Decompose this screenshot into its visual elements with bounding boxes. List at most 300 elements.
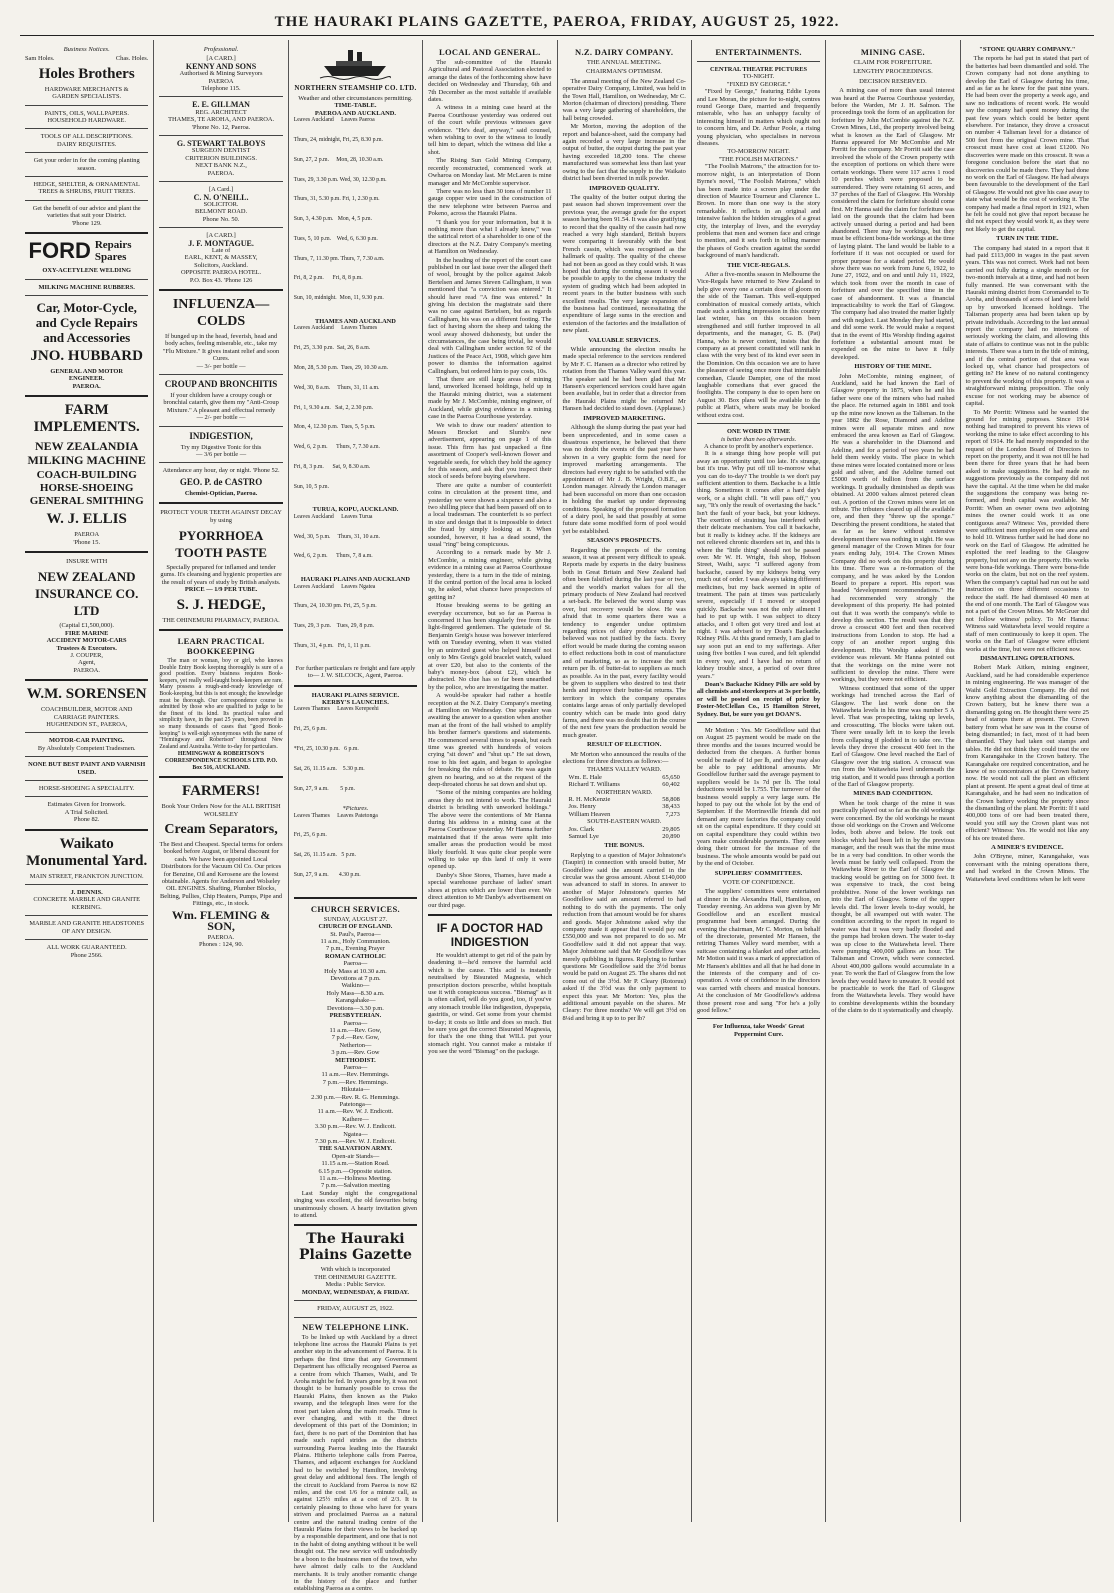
ent-title: ENTERTAINMENTS. <box>715 47 802 57</box>
ins-lines <box>25 622 148 674</box>
ad-line: ENGINEER. <box>68 375 105 383</box>
article-para: "Fixed by George," featuring Eddie Lyons and Lee Moran, the picture for to-night, centres round George Dare, married and frequently miserable, who has an unhappy faculty of interesting himself in matters which ought not to concern him, and Dr. Arthur Poole, a rising young physician, who specialises in nervous diseases. <box>696 88 821 148</box>
result-row <box>563 796 686 803</box>
supp-sub: VOTE OF CONFIDENCE. <box>722 879 795 887</box>
service-line: 11 a.m.—Rev. Gow, <box>329 1026 382 1034</box>
timetable-row: Wed, 6, 2 p.m. Thurs, 7, 8 a.m. <box>293 553 373 560</box>
ship-title: NORTHERN STEAMSHIP CO. LTD. <box>294 84 417 92</box>
section-title: Professional. <box>203 46 239 53</box>
service-line: Paeroa— <box>343 1019 368 1027</box>
article-para: When he took charge of the mine it was practically played out so far as the old workings were concerned. By the old workings he meant those old workings on the Crown and Welcome lodes, both above and below. He took out blocks which had been left in by the previous manager, and the result was that the mine must be in a very bad condition. In other words the levels must be fairly well collapsed. From the Waitawheta River to the Earl of Glasgow the tracking would be getting on for 3000 feet. It was expensive to track, the cost being prohibitive. None of the lower workings ran into the Earl of Glasgow. Some of the upper levels did. The lower levels to-day would, he thought, be all swamped out with water. The condition according to the report in regard to water was that it was very badly flooded and the pumps had broken down. The water to-day was up close to the Waitawheta level. There were pumping 400,000 gallons an hour. The Talisman and Crown, which were connected. About 400,000 gallons would accumulate in a year. To work the Earl of Glasgow from the low levels they would have to unwater. It would not be practicable to work the Earl of Glasgow from the Waitawheta levels. They would have to combine developments within the boundary of the claim to do it systematically and cheaply. <box>831 799 955 1015</box>
ad-line: HORSE-SHOEING A SPECIALITY. <box>38 785 135 793</box>
candidate-votes: 20,890 <box>662 833 680 841</box>
word-title: ONE WORD IN TIME <box>726 428 791 436</box>
holes-lines <box>25 86 148 227</box>
timetable-row: Wed, 30, 8 a.m. Thurs, 31, 11 a.m. <box>293 384 380 391</box>
tv-title: THAMES VALLEY WARD. <box>587 766 662 774</box>
hubbard-title: JNO. HUBBARD <box>30 347 143 364</box>
article-para: "The Foolish Matrons," the attraction for to-morrow night, is an interpretation of Donn Byrne's novel, "The Foolish Matrons," which has been made into a screen play under the direction of Maurice Tourneur and Clarence L. Brown. In more than one way is the story remarkable. It reflects in an original and intensive fashion the hidden struggles of a great city, the interplay of lives, and the everyday problems that men and women face and cringe to mention, and it sets forth in telling manner the phases of God's creation against the sordid background of man's handicraft. <box>696 163 821 260</box>
article-para: A mining case of more than usual interest was heard at the Paeroa Courthouse yesterday, before the Warden, Mr J. H. Salmon. The proceedings took the form of an application for forfeiture by John McCombie against the N.Z. Crown Mines, Ltd., the property involved being what is known as the Earl of Glasgow. Mr Hanna appeared for Mr McCombie and Mr Porritt for the company. Mr Porritt said the case involved the whole of the Crown property with the exception of portions on which there were certain workings. There were 117 acres 1 rood 10 perches which were proposed to be surrendered. They were retaining 61 acres, and 37 perches of the Earl of Glasgow. His Worship considered the claim for forfeiture should come first. Mr Hanna said the claim for forfeiture was laid on the grounds that the claim had been actively unused during a period and had been abandoned. There may be workings, but they must be efficient bona-fide workings at the time of laying plaint. The land would be liable to a forfeiture if it was not occupied or used for proper purpose for a stated period. He would show there was no work from June 6, 1922, to June 27, 1922, and on and until July 11, 1922, which took from over the month in case of forfeiture and over the specified time in the case of abandonment. It was a financial impracticability to work the Earl of Glasgow. The company had also treated the matter lightly and with neglect. Last Monday they had started, and did some work. He would make a request that in the event of His Worship finding against forfeiture a substantial amount must be expended on the mine to have it fully developed. <box>831 87 955 361</box>
ad-line: By Absolutely Competent Tradesmen. <box>37 744 136 752</box>
ad-line: Phones : 124, 90. <box>198 941 244 949</box>
article-para: There was no less than 30 tons of number 11 gauge copper wire used in the construction of the new telephone wire between Paeroa and Pokeno, across the Hauraki Plains. <box>428 187 552 218</box>
candidate-votes: 58,808 <box>662 796 680 803</box>
article-para: "Some of the mining companies are holding areas they do not intend to work. The Hauraki district is bristling with unworked holdings." The above were the contentions of Mr Hanna during his address in a mining case at the Paeroa Courthouse yesterday. Mr Hanna further maintained that if the areas were split into smaller areas the production would be most likely fourfold. It was quite clear people were willing to take up this land if only it were opened up. <box>428 789 552 871</box>
card-line: Authorised & Mining Surveyors <box>179 70 263 78</box>
pyor-title: PYORRHOEA TOOTH PASTE <box>175 528 267 561</box>
influenza-price: — 3/- per bottle — <box>196 362 246 370</box>
article-para: In the heading of the report of the court case published in our last issue over the alleged theft of wool, brought by the police against Jakob Bertelsen and James Steven Callingham, it was mentioned that "a conviction was entered." It should have read "A fine was entered." In giving his decision the magistrate said there was no case against Bertelsen, but as regards Callingham, his was on a different footing. The fact of having shorn the sheep and taking the wool away showed dishonesty, but under the circumstances, the case being trivial, he would deal with Callingham under section 92 of the Justices of the Peace Act, 1908, which gave him power to dismiss the information against Callingham, but ordered him to pay costs, 10s. <box>428 256 552 375</box>
pyor-text: Specially prepared for inflamed and tender gums. It's cleansing and hygienic properties are the result of years of study by British analysts. <box>160 564 282 586</box>
church-title: CHURCH SERVICES. <box>310 903 400 914</box>
subhead: A MINER'S EVIDENCE. <box>991 844 1064 852</box>
ellis-title: W. J. ELLIS <box>46 511 127 528</box>
article-para: John McCombie, mining engineer, of Auckland, said he had known the Earl of Glasgow property in 1875, when he and his father were one of the miners who had rushed the place. He returned again in 1881 and took up the mine now known as the Talisman. In the year 1882 the Rose, Diamond and Adeline mines were all separate mines and now embraced the area known as Earl of Glasgow. He was a shareholder in the Diamond and Adeline, and for a period of two years he had held them weekly visits. The place in which these mines were located contained more or less gold and silver, and the Adeline turned out £5000 worth of bullion from the surface workings. It gradually diminished as depth was obtained. At 2000 values almost petered clean out. A portion of the Crown mines were let on tribute. The tributers cleared up all the available ore, and then they "threw up the sponge." Describing the present conditions, he stated that as far as he knew without extensive development there was nothing in sight. He was general manager of the Crown Mines for four years ending July, 1914. The Crown Mines Company did no work on this property during his time. There was a re-formation of the company, and he was asked by the London Board to prepare a report. His report was headed "development recommendations." He had recommended very strongly the development of this property. He had pointed out that it was worth the company's while to develop this section. The result was that they drove a crosscut 400 feet and then received instructions from London to stop. He had a copy of an another report urging this development. His Worship asked if this evidence was relevant. Mr Hanna pointed out that the workings on the mine were not sufficient to develop the mine. There were workings, but they were not efficient. <box>831 372 955 684</box>
timetable-row: Sun, 3, 4.30 p.m. Mon, 4, 5 p.m. <box>293 216 373 223</box>
ad-line: J. COUPER, <box>70 651 103 659</box>
dairy-title: N.Z. DAIRY COMPANY. <box>575 47 674 57</box>
subhead: SEASON'S PROSPECTS. <box>587 537 662 545</box>
article-para: John O'Bryne, miner, Karangahake, was conversant with the mining operations there, and had worked in the Crown Mines. The Waitawheta level conditions when he left were <box>965 853 1089 883</box>
card-line: Telephone 115. <box>201 85 241 93</box>
mining-sub3: DECISION RESERVED. <box>859 77 927 85</box>
subhead: MINES BAD CONDITION. <box>853 790 933 798</box>
service-line: 11.15 a.m.—Station Road. <box>321 1160 390 1168</box>
candidate-votes: 38,433 <box>662 803 680 811</box>
ship-footer: For further particulars re freight and fare apply to— J. W. SILCOCK, Agent, Paeroa. <box>295 664 416 680</box>
fleming-title: Wm. FLEMING & SON, <box>171 907 271 933</box>
ad-line: GENERAL AND MOTOR <box>50 367 124 375</box>
card-line: THAMES, TE AROHA, AND PAEROA. <box>168 116 275 124</box>
article-para: Mr Morton who announced the results of the elections for three directors as follows:— <box>562 750 686 765</box>
tel-text: To be linked up with Auckland by a direct telephone line across the Hauraki Plains is yet another step in the advancement of Paeroa. It is perhaps the first time that any Government Department has officially recognised Paeroa as a centre from which Thames, Waihi, and Te Aroha might be fed. In years gone by, it was not thought to be humanly possible to cross the Hauraki Plains, then known as the Piako swamp, and the telegraph lines were for the most part taken along the main roads. Time is ever changing, and with it the direct development of this part of the Dominion; in fact, there is no part of the Dominion that has made such rapid strides as the districts surrounding Paeroa leading into the Hauraki Plains. Hitherto telephone calls from Paeroa, Thames, and adjacent exchanges for Auckland had to be switched by Hamilton, involving great delay and additional fees. The length of the circuit to Auckland from Paeroa is now 82 miles, and the cost 1/6 for a minute call, as against 125½ miles at a cost of 2/3. It is certainly pleasing to those who have for years striven and proclaimed Paeroa as a natural centre and the natural trading centre of the Hauraki Plains for their views to be backed up by a responsible department, and one that is not in the habit of doing anything without it be well thought out. The new service will undoubtedly be a boon to the business men of the town, who have almost daily calls to the Auckland merchants. It is truly another romantic change in the history of the place and further establishing Paeroa as a centre. <box>293 1333 418 1593</box>
candidate-name: Jos. Henry <box>568 803 596 811</box>
column-business-notices <box>20 40 154 1522</box>
dairy-sub2: CHAIRMAN'S OPTIMISM. <box>586 68 663 76</box>
service-line: 6.15 p.m.—Opposite station. <box>318 1167 393 1175</box>
result-row <box>563 781 686 788</box>
salv-lines <box>294 1153 417 1190</box>
subhead: THE BONUS. <box>604 842 645 850</box>
card-line: PAEROA. <box>207 169 235 177</box>
article-para: "I thank you for your information, but it is nothing more than what I already knew," was the satirical retort of a shareholder to one of the directors at the N.Z. Dairy Company's meeting at Hamilton on Wednesday. <box>428 218 552 256</box>
cream-title: Cream Separators, <box>164 822 278 837</box>
column-dairy-company <box>558 40 692 1522</box>
coach-title: COACH-BUILDING HORSE-SHOEING GENERAL SMITHING <box>29 469 144 508</box>
subhead: IMPROVED MARKETING. <box>583 414 666 422</box>
candidate-votes: 7,273 <box>665 810 680 818</box>
hp-title: HAURAKI PLAINS AND AUCKLAND <box>300 576 411 584</box>
supp-title: SUPPLIERS' COMMITTEES. <box>714 869 803 877</box>
ad-line: PAEROA. <box>72 382 101 390</box>
card-line: [A CARD.] <box>206 55 236 63</box>
car-title: Car, Motor-Cycle, and Cycle Repairs and Accessories <box>35 299 138 345</box>
ford-line: MILKING MACHINE RUBBERS. <box>38 283 135 291</box>
service-line: Devotions—3.30 p.m. <box>327 1004 384 1012</box>
timetable-row: Mon, 4, 12.30 p.m. Tues, 5, 5 p.m. <box>293 424 376 431</box>
fleming-lines <box>159 934 282 949</box>
service-line: 7 p.m.—Rev. Hemmings. <box>322 1078 389 1086</box>
influenza-text: If bunged up in the head, feverish, head and body aches, feeling miserable, etc., take my "Flu Mixture." It gives instant relief and soon Cures. <box>162 332 280 363</box>
service-line: 7.30 p.m.—Rev. W. J. Endicott. <box>314 1138 396 1145</box>
card-line: P.O. Box 43. 'Phone 126 <box>189 276 253 284</box>
candidate-name: Richard T. Williams <box>568 781 620 789</box>
mining-sub1: CLAIM FOR FORFEITURE. <box>853 59 933 66</box>
article-para: The Rising Sun Gold Mining Company, recently reconstructed, commenced work at Owharoa on Monday last. Mr McLaren is mine manager and Mr McCombie supervisor. <box>428 157 552 187</box>
tk-rows <box>294 520 417 573</box>
castro-title: GEO. P. de CASTRO <box>179 476 263 487</box>
timetable-row: Tues, 29, 3.30 p.m. Wed, 30, 12.30 p.m. <box>293 176 387 183</box>
kerby-note: *Pictures. <box>342 805 369 813</box>
nw-title: NORTHERN WARD. <box>596 788 653 796</box>
mining-title: MINING CASE. <box>860 47 925 57</box>
ins-lead: INSURE WITH <box>66 557 108 565</box>
timetable-row: Thurs, 31, 4 p.m. Fri, 1, 11 p.m. <box>293 642 371 649</box>
ad-line: HOUSEHOLD HARDWARE. <box>47 117 126 125</box>
candidate-name: William Heaven <box>568 810 611 818</box>
indigestion-text: Try my Digestive Tonic for this <box>180 443 262 451</box>
ce-lines <box>294 931 417 953</box>
hubbard-lines <box>25 368 148 390</box>
ship-note: Weather and other circumstances permitting. <box>298 95 413 102</box>
gazette-line: THE OHINEMURI GAZETTE. <box>314 1273 397 1281</box>
subhead: RESULT OF ELECTION. <box>587 741 662 749</box>
ford-title: FORD <box>28 238 91 264</box>
timetable-row: Sun, 10, 5 p.m. <box>293 483 330 490</box>
article-para: Danby's Shoe Stores, Thames, have made a special warehouse purchase of ladies' smart shoes at prices which are lower than ever. We direct attention to Mr Danby's advertisement on our third page. <box>428 871 552 909</box>
timetable-row: Fri, 1, 9.30 a.m. Sat, 2, 2.30 p.m. <box>293 404 374 411</box>
castro-sub: Chemist-Optician, Paeroa. <box>184 489 258 497</box>
card-line: G. STEWART TALBOYS <box>176 139 266 149</box>
ford-ad <box>25 239 148 263</box>
quarry-title: "STONE QUARRY COMPANY." <box>979 46 1076 53</box>
talboys-card <box>159 140 282 177</box>
ad-line: PAEROA. <box>207 933 235 941</box>
ad-line: FIRE MARINE <box>64 629 109 637</box>
service-line: Karangahake— <box>335 997 376 1005</box>
candidate-votes: 60,402 <box>662 781 680 789</box>
card-line: KENNY AND SONS <box>185 61 257 71</box>
candidate-name: Samuel Lye <box>568 833 599 841</box>
subhead: VALUABLE SERVICES. <box>588 336 661 344</box>
timetable-row: Thurs, 31, 5.30 p.m. Fri, 1, 2.30 p.m. <box>293 196 380 203</box>
salv-title: THE SALVATION ARMY. <box>318 1145 393 1153</box>
timetable-row: Sun, 10, midnight. Mon, 11, 9.30 p.m. <box>293 295 384 302</box>
gazette-lines <box>294 1266 417 1296</box>
gazette-date: FRIDAY, AUGUST 25, 1922. <box>317 1305 394 1313</box>
oneill-card <box>159 186 282 223</box>
card-line: E. E. GILLMAN <box>192 100 250 110</box>
ce-title: CHURCH OF ENGLAND. <box>318 923 393 931</box>
column-professional <box>154 40 288 1522</box>
subhead: HISTORY OF THE MINE. <box>854 363 932 371</box>
cinema: CENTRAL THEATRE PICTURES <box>710 66 808 73</box>
steamship-icon <box>320 46 390 80</box>
service-line: 11 a.m.—Rev. Hemmings. <box>321 1071 390 1079</box>
card-line: BELMONT ROAD. <box>195 208 248 216</box>
ad-line: ALL WORK GUARANTEED. <box>46 944 127 952</box>
pat-rows <box>294 819 417 892</box>
article-para: That there are still large areas of mining land, unworked licensed holdings, held up in the Hauraki mining district, was a statement made by Mr J. McCombie, mining engineer, of Auckland, while giving evidence in a mining case in the Paeroa Courthouse yesterday. <box>428 376 552 421</box>
card-line: CRITERION BUILDINGS. <box>185 154 257 162</box>
timetable-row: Sat, 26, 11.15 a.m. 5.30 p.m. <box>293 765 365 772</box>
service-line: Holy Mass—8.30 a.m. <box>326 989 385 997</box>
ad-line: CONCRETE MARBLE AND GRANITE KERBING. <box>33 896 141 911</box>
subhead: DISMANTLING OPERATIONS. <box>980 654 1075 662</box>
soren-title: W.M. SORENSEN <box>26 686 147 703</box>
timetable-row: Thurs, 7, 11.30 pm. Thurs, 7, 7.30 a.m. <box>293 255 385 262</box>
hp-head: Leaves Auckland Leaves Ngatea <box>293 583 376 590</box>
montague-card <box>159 232 282 284</box>
ad-line: (Capital £1,500,000). <box>59 622 115 630</box>
result-row <box>563 803 686 810</box>
column-stone-quarry <box>961 40 1094 1522</box>
service-line: Paeroa— <box>343 1063 368 1071</box>
doctor-title: IF A DOCTOR HAD INDIGESTION <box>436 920 543 949</box>
timetable-row: Tues, 5, 10 p.m. Wed, 6, 6.30 p.m. <box>293 235 378 242</box>
fixed-title: "FIXED BY GEORGE." <box>726 80 791 88</box>
kerby-rows <box>294 713 417 805</box>
ad-line: 'Phone 15. <box>73 538 101 546</box>
hp-rows <box>294 590 417 663</box>
candidate-name: R. H. McKenzie <box>568 796 611 803</box>
article-para: A witness in a mining case heard at the Paeroa Courthouse yesterday was ordered out of the court while previous witnesses gave evidence. "He's deaf, anyway," said counsel, when wishing to over to the witness to loudly tell him to depart, which the witness did like a shot. <box>428 104 552 156</box>
word-sub2: A chance to profit by another's experience. <box>703 442 814 450</box>
ta-rows <box>294 332 417 503</box>
article-para: A would-be speaker had rather a hostile reception at the N.Z. Dairy Company's meeting at Hamilton on Wednesday. One speaker was awaiting the answer to a question when another man at the front of the hall wished to amplify his brother farmer's questions and statements. He commenced several times to speak, but each time was greeted with hundreds of voices crying "sit down" and "shut up." He sat down, rose to his feet again, and began to apologise for breaking the rules of debate. He was again given no hearing, and so at the request of the deep-throated chorus he sat down and shut up. <box>428 692 552 788</box>
service-line: Patetonga— <box>339 1100 372 1108</box>
timetable-row: Thurs, 24, 10.30 pm. Fri, 25, 5 p.m. <box>293 603 377 610</box>
ford-sub: Repairs Spares <box>94 239 132 264</box>
holes-tag-right: Chas. Holes. <box>115 55 149 63</box>
service-line: Paeroa— <box>343 960 368 968</box>
pa-head: Leaves Auckland Leaves Paeroa <box>293 117 375 124</box>
waikato-lines <box>25 873 148 959</box>
article-para: Although the slump during the past year had been unprecedented, and in some cases a disastrous experience, he believed that there was no doubt the events of the past year have shown in a very graphic form the need for improved marketing arrangements. The directors had every right to be satisfied with the appointment of Mr J. B. Wright, O.B.E., as London manager. Already the London manager had been successful on more than one occasion in holding the market up under depressing conditions. Speaking of the proposed formation of a dairy pool, he said that possibly at some future date some modified form of pool would yet be established. <box>562 424 686 535</box>
card-line: PAEROA <box>208 77 234 85</box>
ad-line: DAIRY REQUISITES. <box>56 140 117 148</box>
ad-line: PAEROA <box>74 531 100 539</box>
card-line: Phone No. 50. <box>202 215 240 223</box>
service-line: 3.30 p.m.—Rev. W. J. Endicott. <box>314 1123 396 1131</box>
ad-line: Get the benefit of our advice and plant the varieties that suit your District. <box>32 204 141 220</box>
article-para: Mr Morton, moving the adoption of the report and balance-sheet, said the company had again recorded a very large increase in the output of butter, the output during the past year having exceeded 18,200 tons. The cheese manufactured was somewhat less than last year owing to the fact that the supply in the Waikato district had been diverted in milk powder. <box>562 123 686 183</box>
holes-title: Holes Brothers <box>38 65 135 82</box>
gazette-title: The Hauraki Plains Gazette <box>298 1231 412 1264</box>
service-line: 11 a.m.—Rev. W. J. Endicott. <box>317 1108 394 1116</box>
column-shipping-church <box>289 40 423 1593</box>
farmers-text: Book Your Orders Now for the ALL BRITISH WOLSELEY <box>161 803 281 818</box>
se-title: SOUTH-EASTERN WARD. <box>587 818 662 826</box>
ad-line: GARDEN SPECIALISTS. <box>52 93 122 101</box>
service-line: 11 a.m., Holy Communion. <box>320 938 391 946</box>
cream-text: The Best and Cheapest. Special terms for orders booked before August, or liberal discount for cash. We have been appointed Local Distributors for the Vacuum Oil Co. Our prices for Benzine, Oil and Kerosene are the lowest obtainable. Agents for Anderson and Wolseley OIL ENGINES. Shafting, Plumber Blocks, Belting, Pullies, Chip Heaters, Pumps, Pipe and Fittings, etc., in stock. <box>159 841 283 908</box>
service-line: 7 p.m., Evening Prayer <box>325 945 385 953</box>
article-para: Robert Mark Aitken, mining engineer, Auckland, said he had considerable experience in mining engineering. He was manager of the Waihi Gold Extraction Company. He did not know anything about the dismantling of the Crown battery, but he knew there was a dismantling going on. He thought there were 25 head of stamps there at present. The Crown battery from what he saw was in the course of being dismantled; in fact, most of it had been dismantled. They had taken out stamps and tables. He did not think they could treat the ore from Karangahake in the Crown battery. The Karangahake ore required concentration, and he knew of no concentrators at the Crown battery now. He would not call the plant an efficient plant at present. He spent a great deal of time at Karangahake, and he had seen no indication of the Crown battery working the property since the dismantling of the plant. Mr Porritt: If I said 400,000 tons of ore had been treated there, would you still say the Crown plant was not efficient? Witness: Yes. He would not like any of his ore treated there. <box>965 664 1089 842</box>
learn-sign: HEMINGWAY & ROBERTSON'S CORRESPONDENCE SCHOOLS LTD. P.O. Box 516, AUCKLAND. <box>164 751 278 771</box>
section-title: Business Notices. <box>63 46 110 53</box>
ad-line: NONE BUT BEST PAINT AND VARNISH USED. <box>28 761 146 776</box>
ad-line: Phone 82. <box>73 816 100 824</box>
kenny-card <box>159 55 282 92</box>
ad-line: Trustees & Executors. <box>56 644 117 652</box>
article-para: To Mr Porritt: Witness said he wanted the ground for mining purposes. Since 1914 nothing had transpired to prevent his views of working the mine to take effect according to his report of 1914. He had merely responded to the request of the London Board of Directors to report on the property, and it was not till he had been there for three years that he had been asked to make suggestions. He had made no suggestions previously as the company did not have the capital. At the time when he did make the suggestions the company was being re-formed, and fresh capital was available. Mr Porritt: When an owner owns two adjoining mines the owner could work it as one contiguous area? Witness: Yes, provided there were sufficient men employed on one area and to hold 10. Witness further said he had done no work on the Earl of Glasgow. He admitted he exploited the reef leading to the Glasgow property, but not any on the property. His works were bona-fide workings. There were bona-fide works on the claim, but not on the reef system. When the company's capital had run out he said instruction on three different occasions to reduce the staff. He had dismissed 40 men at the end of one month. The Earl of Glasgow was not a part of the Crown Mines. Mr McGruer did not follow witness' policy. To Mr Hanna: Witness said Waitawheta level would require a staff of men continuously to keep it open. The works on the Earl of Glasgow were efficient works at the time, but were not efficient now. <box>965 408 1089 653</box>
service-line: Kaihere— <box>342 1115 369 1123</box>
tomorrow: TO-MORROW NIGHT. <box>727 148 790 156</box>
timetable-row: Wed, 30, 5 p.m. Thurs, 31, 10 a.m. <box>293 533 380 540</box>
farmers-title: FARMERS! <box>182 783 261 800</box>
service-line: Ngatea— <box>343 1130 368 1138</box>
card-line: [A CARD.] <box>206 232 236 240</box>
croup-text: If your children have a croupy cough or bronchial catarrh, give them my "Anti-Croup Mixture." A pleasant and effectual remedy <box>163 392 279 414</box>
dairy-sub1: THE ANNUAL MEETING. <box>586 59 662 66</box>
ad-line: Agent, <box>78 659 96 667</box>
column-local-general <box>423 40 557 1522</box>
ad-line: MARBLE AND GRANITE HEADSTONES OF ANY DESIGN. <box>29 920 145 935</box>
result-row <box>563 833 686 840</box>
article-para: According to a remark made by Mr J. McCombie, a mining engineer, while giving evidence in a mining case at Paeroa Courthouse yesterday, there is a turn in the tide of mining. If the central portion of the local area is locked up, he asked, what chance have prospectors of getting in? <box>428 549 552 601</box>
service-line: 2.30 p.m.—Rev. R. G. Hemmings. <box>311 1093 400 1101</box>
ad-line: HARDWARE MERCHANTS & <box>44 85 129 93</box>
footer-ad: For Influenza, take Woods' Great Peppermint Cure. <box>712 1023 805 1038</box>
card-line: REG. ARCHITECT <box>195 108 247 116</box>
candidate-name: Wm. E. Hale <box>568 773 602 781</box>
ad-line: Get your order in for the coming planting season. <box>33 157 140 172</box>
church-date: SUNDAY, AUGUST 27. <box>323 915 388 923</box>
meth-lines <box>294 1064 417 1145</box>
ford-line: OXY-ACETYLENE WELDING <box>42 267 131 275</box>
service-line: 3 p.m.—Rev. Gow <box>331 1049 380 1057</box>
article-para: Witness continued that some of the upper workings had trenched across the Earl of Glasgow. The last work done on the Waitawheta levels in his time was number 5 A level. That was prospecting, taking up levels, and crosscutting. The blocks were taken out. There were usually left in to keep the levels from collapsing if plodded in to take ore. The levels they drove the crosscut 400 feet in the Earl of Glasgow. One level reached the Earl of Glasgow over the trig station. A crosscut was run from the Waitawheta level underneath the trig station, and it would pass through a portion of the Earl of Glasgow property. <box>831 684 955 788</box>
ad-line: Estimates Given for Ironwork. <box>47 801 126 809</box>
rc-title: ROMAN CATHOLIC <box>325 952 386 960</box>
gazette-line: MONDAY, WEDNESDAY, & FRIDAY. <box>301 1288 409 1296</box>
candidate-name: Jos. Clark <box>568 825 595 833</box>
local-title: LOCAL AND GENERAL. <box>439 47 541 57</box>
article-para: House breaking seems to be getting an everyday occurrence, but so far as Paeroa is concerned it has been singularly free from the light-fingered gentlemen. The quietude of St. Benjamin Greig's house was however interfered with on Tuesday evening, when it was visited by an uninvited guest who helped himself not only to Mrs Greig's gold bracelet watch, valued at over £20, but also to the contents of the baby's money-box (about £2), which he abstracted. No clue has so far been unearthed by the police, who are investigating the matter. <box>428 602 552 691</box>
column-entertainments <box>692 40 826 1522</box>
ad-line: J. DENNIS. <box>70 889 103 897</box>
article-para: The reports he had put in stated that part of the batteries had been dismantled and sold. The Crown company had not done anything to develop the Earl of Glasgow during his time, and as far as he knew for the past nine years. He had been over the property a week ago, and saw no indications of recent work. He would say the company had spent money during the past few years which could be better spent elsewhere. For instance, they drove a crosscut on number 4 Talisman level for a distance of 500 feet from the original Crown mine. That crosscut must have cost at least £1200. No discoveries were made on this crosscut. It was a foregone conclusion before the start that no discoveries could be made there. They had done no work on the Earl of Glasgow. He had always been favourable to the development of the Earl of Glasgow. He would not give his case away to state what would be the cost of working it. The company had made a final report in 1921, when he felt he could not give that report because he did not expect they would work it, as they were not likely to get the capital. <box>965 55 1089 233</box>
service-line: St. Paul's, Paeroa— <box>330 930 381 938</box>
ad-line: PAINTS, OILS, WALLPAPERS. <box>44 109 129 117</box>
timetable-row: Fri, 25, 6 p.m. <box>293 832 327 839</box>
service-line: 11 a.m.—Holiness Meeting. <box>319 1175 392 1183</box>
timetable-row: Thurs, 24, midnight, Fri, 25, 8.30 p.m. <box>293 137 383 143</box>
hedge-title: S. J. HEDGE, <box>176 596 266 613</box>
card-line: J. F. MONTAGUE. <box>188 238 254 248</box>
ellis-lines <box>25 531 148 546</box>
timetable: TIME-TABLE. <box>334 102 377 110</box>
ad-line: MOTOR-CAR PAINTING. <box>48 737 125 745</box>
ad-line: PAEROA. <box>73 666 100 674</box>
farm-title: FARM IMPLEMENTS. <box>33 402 140 436</box>
card-line: Solicitors, Auckland. <box>194 261 248 269</box>
ins-title: NEW ZEALAND INSURANCE CO. LTD <box>35 569 139 619</box>
card-line: C. N. O'NEILL. <box>193 192 249 202</box>
ad-line: HUGHENDON ST., PAEROA, <box>46 721 128 728</box>
waikato-title: Waikato Monumental Yard. <box>26 835 148 869</box>
hedge-sub: THE OHINEMURI PHARMACY, PAEROA. <box>162 616 280 624</box>
ad-line: TOOLS OF ALL DESCRIPTIONS. <box>40 133 133 141</box>
soren-lines <box>25 706 148 823</box>
ad-line: MAIN STREET, FRANKTON JUNCTION. <box>29 872 144 880</box>
tk-head: Leaves Auckland Leaves Turua <box>293 513 373 520</box>
card-line: NEXT BANK N.Z., <box>195 162 247 170</box>
pat-head: Leaves Thames Leaves Patetonga <box>293 812 378 819</box>
kerby-head: Leaves Thames Leaves Kerepeehi <box>293 706 379 713</box>
card-line: EARL, KENT, & MASSEY, <box>184 254 258 262</box>
ad-line: HEDGE, SHELTER, & ORNAMENTAL TREES & SHRUBS, FRUIT TREES. <box>33 181 140 196</box>
influenza-title: INFLUENZA—COLDS <box>172 296 270 329</box>
croup-price: — 2/- per bottle — <box>196 414 246 422</box>
tk-title: TURUA, KOPU, AUCKLAND. <box>312 506 399 514</box>
timetable-row: Tues, 29, 3 p.m. Tues, 29, 8 p.m. <box>293 623 375 630</box>
card-line: OPPOSITE PAEROA HOTEL. <box>180 269 262 277</box>
article-para: There are quite a number of counterfeit coins in circulation at the present time, and yesterday we were shown a sixpence and also a two shilling piece that had been passed off on to a local tradesman. The counterfeit is so perfect in size and design that it is impossible to detect the fraud by simply looking at it. When sounded, however, it has a dead sound, the usual "ring" being conspicuous. <box>428 481 552 548</box>
candidate-votes: 29,805 <box>662 825 680 833</box>
indigestion-title: INDIGESTION, <box>189 430 253 441</box>
result-row <box>563 811 686 818</box>
card-line: 'Phone No. 12, Paeroa. <box>191 123 251 131</box>
pres-lines <box>294 1020 417 1057</box>
ad-line: COACHBUILDER, MOTOR AND CARRIAGE PAINTERS. <box>41 706 133 721</box>
card-line: Late of <box>211 246 231 254</box>
article-para: Replying to a question of Major Johnstone's (Taupiri) in connection with unsold butter, Mr Goodfellow said the amount carried in the circular was the gross amount. About £140,000 was advanced to staff in stores. In answer to another of Major Johnstone's queries Mr Goodfellow said an amount referred to had nothing to do with the payments. The only reduction from that amount would be for shares and goods. Major Johnstone asked why the company made it appear that it would pay out £550,000 and was not prepared to do so. Mr Goodfellow said it did not appear that way. Major Johnstone said that Mr Goodfellow was merely quibbling in figures. Replying to further questions Mr Goodfellow said the 3½d bonus would be paid on August 25. The shares did not come out of the 3½d. Mr P. Cleary (Rotoruu) asked if the 3½d was the only payment to expect this year. Mr Morton: Yes, plus the additional amount payable on the shares. Mr Cleary: For three months? We will get 3½d on 8¼d and bring it up to to per lb? <box>562 851 686 1022</box>
timetable-row: Fri, 8, 3 p.m. Sat, 9, 8.30 a.m. <box>293 463 371 470</box>
card-line: SURGEON DENTIST <box>191 147 251 155</box>
article-para: The quality of the butter output during the past season had shown improvement over the previous year, the average grade for the export season having been 91.54. It was also gratifying to record that the quality of the cassin had now reached a very high standard, British buyers were comparing it favourably with the best French cassin, which was recognised as the hallmark of quality. The quality of the cheese had not been as good as they could wish. It was hoped that during the coming season it would be possible to apply to the cheese industry the system of grading which had been adopted in recent years in the butter business with such excellent results. The very large expansion of the business had continued, necessitating the expenditure of large sums in the erection and extension of the factories and the installation of new plant. <box>562 193 686 335</box>
timetable-row: Mon, 28, 5.30 p.m. Tues, 29, 10.30 a.m. <box>293 365 389 371</box>
croup-title: CROUP AND BRONCHITIS <box>164 379 278 389</box>
protect: PROTECT YOUR TEETH AGAINST DECAY by using <box>160 509 282 524</box>
pa-rows <box>294 124 417 315</box>
gazette-line: Media : Public Service. <box>325 1281 386 1289</box>
ad-line: A Trial Solicited. <box>64 808 109 816</box>
article-para: The suppliers' committees were entertained at dinner in the Alexandra Hall, Hamilton, on Tuesday evening. An address was given by Mr Goodfellow and an excellent musical programme had been arranged. During the evening the chairman, Mr C. Morton, on behalf of the directorate, presented Mr Hansen, the retiring Thames Valley ward member, with a suitcase containing a blanket and other articles. Mr Motion said it was a mark of appreciation of Mr Hansen's abilities and all that he had done in the interests of the company and of co-operation. A vote of confidence in the directors was carried with cheers and musical honours. At the conclusion of Mr Goodfellow's address those present rose and sang "For he's a jolly good fellow." <box>696 888 821 1014</box>
mining-sub2: LENGTHY PROCEEDINGS. <box>853 68 933 76</box>
kerby-title: KERBY'S LAUNCHES. <box>322 698 389 706</box>
subhead: TURN IN THE TIDE. <box>996 235 1059 243</box>
service-line: Devotions at 7 p.m. <box>330 975 381 983</box>
candidate-votes: 65,650 <box>662 773 680 781</box>
holes-tags <box>25 55 148 62</box>
article-para: The company had stated in a report that it had paid £113,000 in wages in the past seven years. This was not correct. Work had not been carried out fully during a single month or for two-month intervals at a time, and had not been fully manned. He was conversant with the Hauraki mining district from Coromandel to Te Aroha, and thousands of acres of land were held up by unworked licensed holdings. The Talisman property area had been taken up by private individuals. According to the last annual report the company had no intentions of seriously working the claim, and allowing this state of affairs to continue was not in the public interests. There was a turn in the tide of mining, and if the central portion of that area was locked up, what chance had prospectors of getting in? He knew of no natural contingency to prevent the working of this property. It was a straightforward mining proposition. The only excuse for not working may be absence of capital. <box>965 244 1089 408</box>
card-line: [A Card.] <box>208 186 234 194</box>
timetable-row: Sun, 27, 9 a.m. 5 p.m. <box>293 785 355 792</box>
timetable-row: Sun, 27, 9 a.m. 4.30 p.m. <box>293 872 361 879</box>
gillman-card <box>159 101 282 131</box>
timetable-row: Fri, 8, 2 p.m. Fri, 8, 8 p.m. <box>293 275 363 282</box>
service-line: 7 p.d.—Rev. Gow, <box>331 1034 380 1042</box>
doans-text: Doan's Backache Kidney Pills are sold by all chemists and storekeepers at 3s per bottle, or will be posted on receipt of price by Foster-McClellan Co., 15 Hamilton Street, Sydney. But, be sure you get DOAN'S. <box>696 680 821 718</box>
service-line: Waikino— <box>341 982 370 990</box>
article-para: The sub-committee of the Hauraki Agricultural and Pastoral Association elected to arrange the dates of the forthcoming show have decided on Wednesday and Thursday, 6th and 7th December as the most suitable if available dates. <box>428 59 552 104</box>
rc-lines <box>294 960 417 1012</box>
article-para: Regarding the prospects of the coming season, it was at present very difficult to speak. Reports made by experts in the dairy business both in Great Britain and New Zealand had often been falsified during the last year or two, and the world's market values for all the primary products of New Zealand had received a set-back. He believed the worst slump was over, but recovery would be slow. He was afraid that in some quarters there was a tendency to engender undue optimism regarding prices of dairy produce which he believed was not justified by the facts. Every effort would be made during the coming season to effect reductions both in cost of manufacture and of marketing, so as to increase the nett return per lb. of butter-fat to suppliers as much as possible. As in the past, every facility would be given to suppliers who desired to test their herds and improve their butter-fat returns. The territory in which the company operates contains large areas of only partially developed country which can be made into good dairy farms, and there was no doubt that in the course of the next few years the production would be much greater. <box>562 546 686 739</box>
timetable-row: Sat, 26, 11.15 a.m. 5 p.m. <box>293 852 357 859</box>
timetable-row: *Fri, 25, 10.30 p.m. 6 p.m. <box>293 745 359 752</box>
timetable-row: Fri, 25, 3.30 p.m. Sat, 26, 8 a.m. <box>293 345 371 352</box>
word-sub: is better than two afterwards. <box>720 435 797 443</box>
ta-title: THAMES AND AUCKLAND <box>314 318 396 326</box>
holes-tag-left: Sam Holes. <box>25 55 55 63</box>
card-line: SOLICITOR. <box>203 200 239 208</box>
article-para: After a five-months season in Melbourne the Vice-Regals have returned to New Zealand to help give every one a certain dose of gloom on the side of the Tasman. This well-equipped combination of musical comedy artists, which made such a striking impression in this country last winter, has on this occasion been strengthened and still further improved in all departments, and the manager, G. B. (Pat) Hanna, who is never content, insists that the company as at present constituted will rank in class with the very best of its kind ever seen in the Dominion. On this occasion we are to have the pleasure of seeing once more that inimitable comedian, Claude Dampier, one of the most laughable comedians that ever graced the footlights. The company is due to open here on August 30. Box plans will be available to the public at Platt's, where seats may be booked without extra cost. <box>696 270 821 419</box>
pa-title: PAEROA AND AUCKLAND. <box>314 109 396 117</box>
column-mining-case <box>826 40 960 1522</box>
pyor-price: PRICE — 1/9 PER TUBE. <box>184 586 258 594</box>
